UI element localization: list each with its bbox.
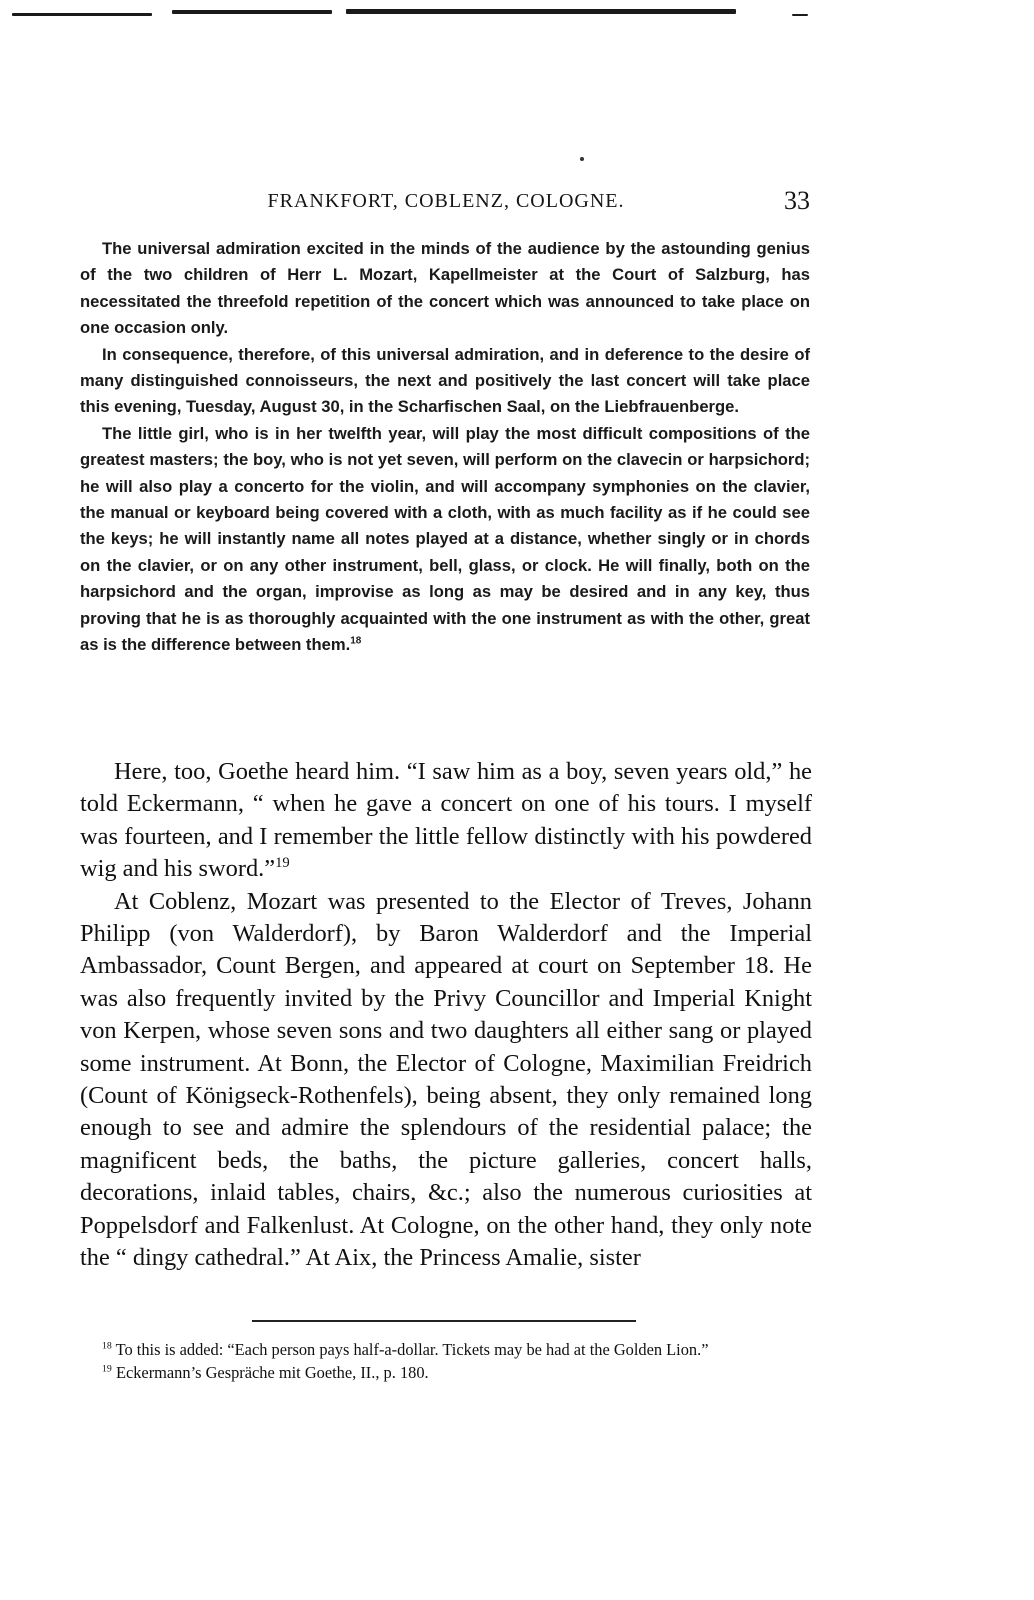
- notice-paragraph: The universal admiration excited in the minds of the audience by the astounding genius of the two children of Herr L. Mozart, Kapellmeister at the Court of Salzburg, has necessitated the threefold repetition of the concert which was announced to take place on one occasion only.: [80, 239, 810, 338]
- notice-paragraph: [80, 421, 810, 659]
- running-head: [82, 186, 810, 216]
- scan-edge-mark: [12, 13, 152, 16]
- scan-edge-mark: [792, 14, 808, 16]
- footnote-number: 19: [102, 1363, 112, 1375]
- footnote-rule: [252, 1320, 636, 1322]
- body-paragraph: [80, 756, 812, 886]
- footnote-number: 18: [102, 1340, 112, 1352]
- footnotes: [80, 1338, 812, 1384]
- footnote-text: To this is added: “Each person pays half-a-dollar. Tickets may be had at the Golden Lion.”: [115, 1340, 709, 1359]
- footnote: [80, 1338, 812, 1361]
- running-title: FRANKFORT, COBLENZ, COLOGNE.: [267, 190, 625, 212]
- body-text: [80, 756, 812, 1275]
- page-number: 33: [784, 186, 810, 215]
- footnote: [80, 1361, 812, 1384]
- footnote-marker: 19: [275, 855, 290, 872]
- body-paragraph-text: Here, too, Goethe heard him. “I saw him as a boy, seven years old,” he told Eckermann, “ when he gave a concert on one of his tours. I myself was fourteen, and I remember the little fellow distinctly with his powdered wig and his sword.”: [80, 758, 812, 883]
- quoted-concert-notice: [80, 236, 810, 659]
- footnote-marker: 18: [350, 635, 362, 647]
- body-paragraph: At Coblenz, Mozart was presented to the Elector of Treves, Johann Philipp (von Walderdorf), by Baron Walderdorf and the Imperial Ambassador, Count Bergen, and appeared at court on September 18. He was also frequently invited by the Privy Councillor and Imperial Knight von Kerpen, whose seven sons and two daughters all either sang or played some instrument. At Bonn, the Elector of Cologne, Maximilian Freidrich (Count of Königseck-Rothenfels), being absent, they only remained long enough to see and admire the splendours of the residential palace; the magnificent beds, the baths, the picture galleries, concert halls, decorations, inlaid tables, chairs, &c.; also the numerous curiosities at Poppelsdorf and Falkenlust. At Cologne, on the other hand, they only note the “ dingy cathedral.” At Aix, the Princess Amalie, sister: [80, 887, 812, 1272]
- footnote-text: Eckermann’s Gespräche mit Goethe, II., p. 180.: [115, 1363, 429, 1382]
- notice-paragraph-text: The little girl, who is in her twelfth year, will play the most difficult compositions of the greatest masters; the boy, who is not yet seven, will perform on the clavecin or harpsichord; he will also play a concerto for the violin, and will accompany symphonies on the clavier, the manual or keyboard being covered with a cloth, with as much facility as if he could see the keys; he will instantly name all notes played at a distance, whether singly or in chords on the clavier, or on any other instrument, bell, glass, or clock. He will finally, both on the harpsichord and the organ, improvise as long as may be desired and in any key, thus proving that he is as thoroughly acquainted with the one instrument as with the other, great as is the difference between them.: [80, 423, 810, 655]
- notice-paragraph: In consequence, therefore, of this universal admiration, and in deference to the desire of many distinguished connoisseurs, the next and positively the last concert will take place this evening, Tuesday, August 30, in the Scharfischen Saal, on the Liebfrauenberge.: [80, 344, 810, 417]
- scan-speck: [580, 157, 584, 161]
- scan-edge-mark: [346, 9, 736, 14]
- scan-edge-mark: [172, 10, 332, 14]
